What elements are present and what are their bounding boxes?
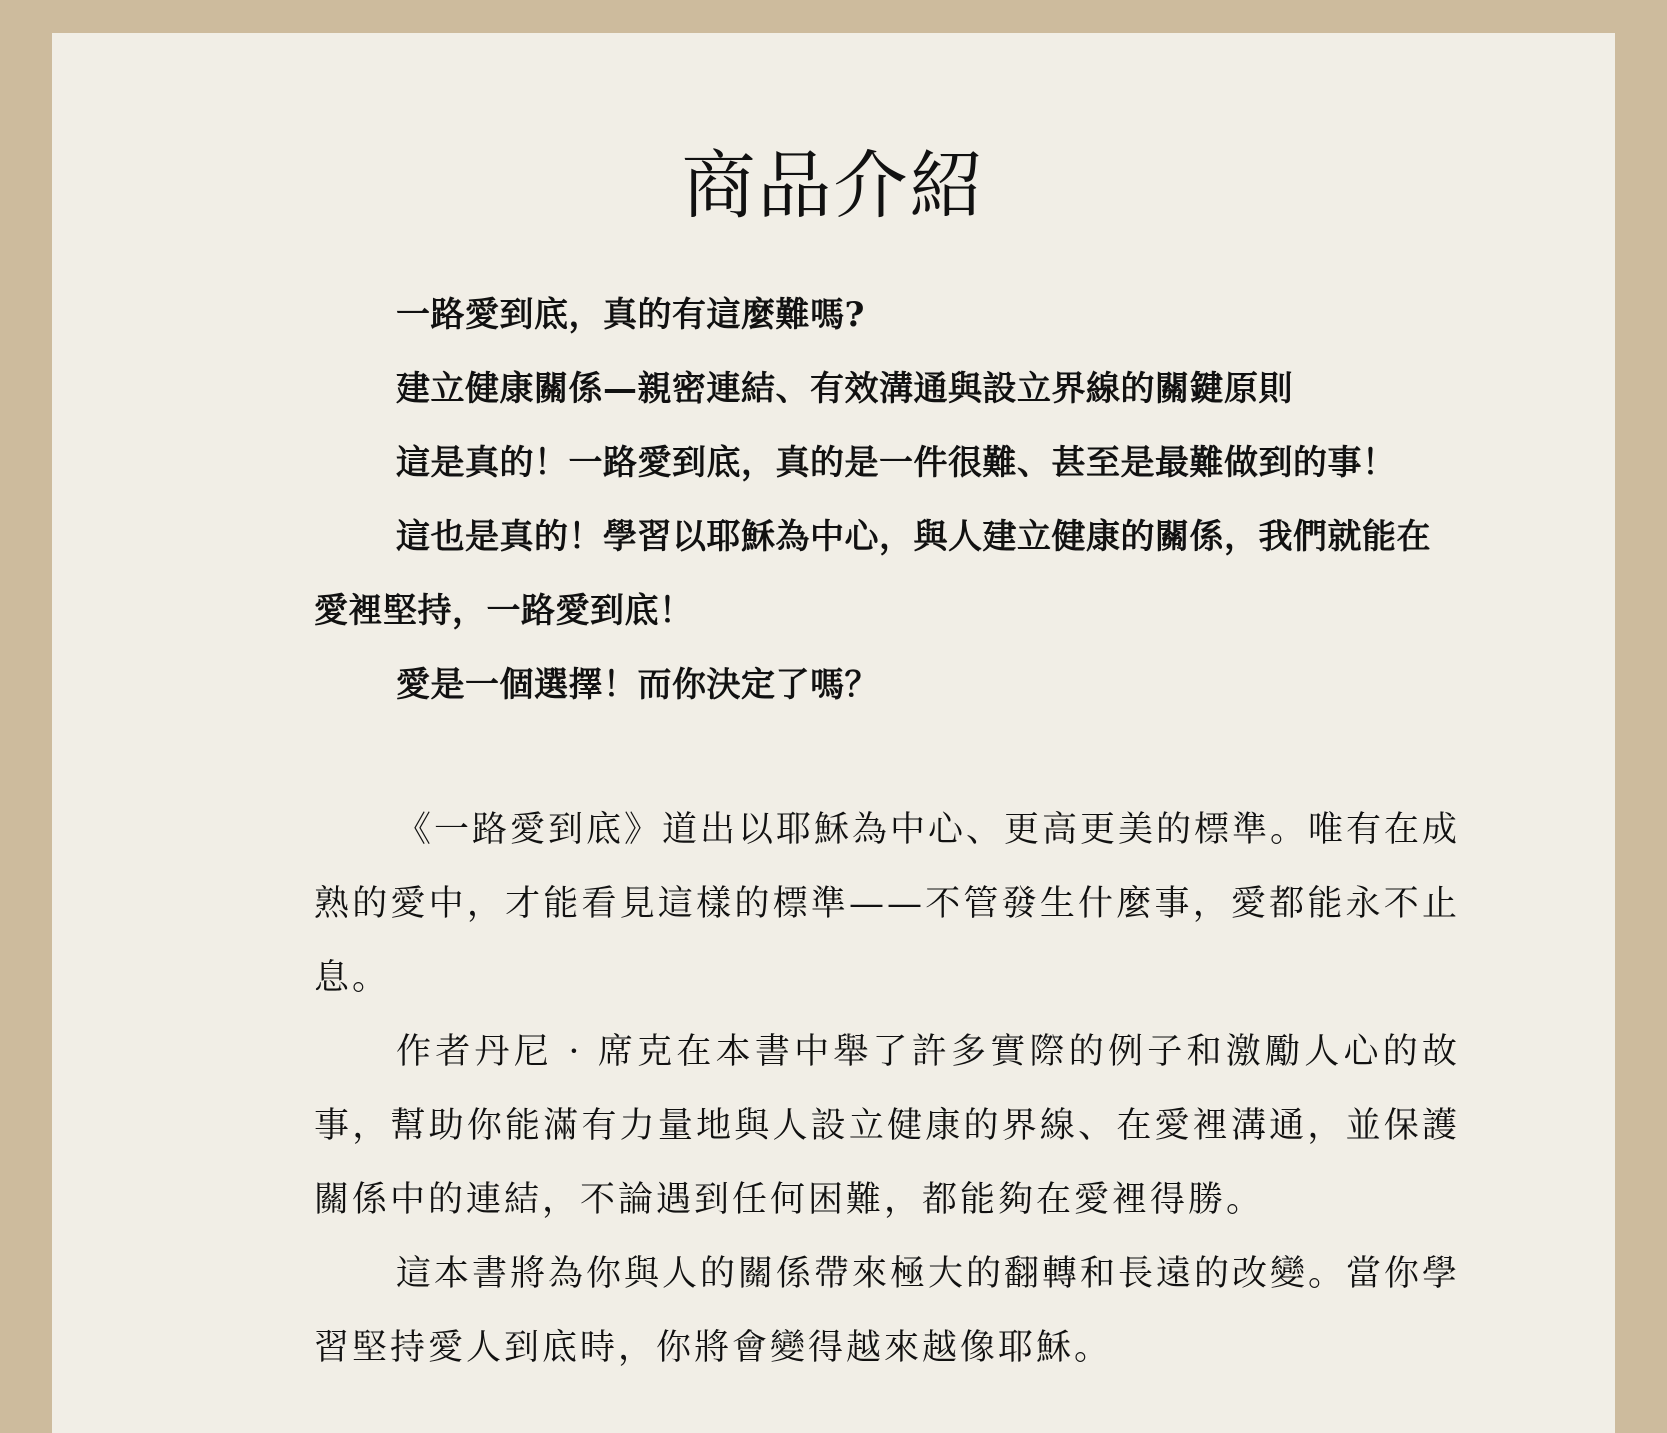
intro-line: 這是真的！一路愛到底，真的是一件很難、甚至是最難做到的事！ [396,443,1397,483]
description-paragraph: 這本書將為你與人的關係帶來極大的翻轉和長遠的改變。當你學習堅持愛人到底時，你將會變得越來越像耶穌。 [314,1254,1461,1368]
description-paragraph: 《一路愛到底》道出以耶穌為中心、更高更美的標準。唯有在成熟的愛中，才能看見這樣的標準——不管發生什麼事，愛都能永不止息。 [314,810,1461,998]
intro-section [314,278,1460,722]
intro-line: 愛是一個選擇！而你決定了嗎？ [396,665,879,705]
description-paragraph: 作者丹尼 · 席克在本書中舉了許多實際的例子和激勵人心的故事，幫助你能滿有力量地與人設立健康的界線、在愛裡溝通，並保護關係中的連結，不論遇到任何困難，都能夠在愛裡得勝。 [314,1032,1460,1220]
intro-line: 建立健康關係—親密連結、有效溝通與設立界線的關鍵原則 [396,369,1293,409]
page-title: 商品介紹 [681,143,986,229]
description-section [314,793,1460,1385]
intro-line: 這也是真的！學習以耶穌為中心，與人建立健康的關係，我們就能在愛裡堅持，一路愛到底！ [314,517,1431,631]
product-intro-panel [52,33,1615,1433]
intro-line: 一路愛到底，真的有這麼難嗎? [396,295,865,335]
